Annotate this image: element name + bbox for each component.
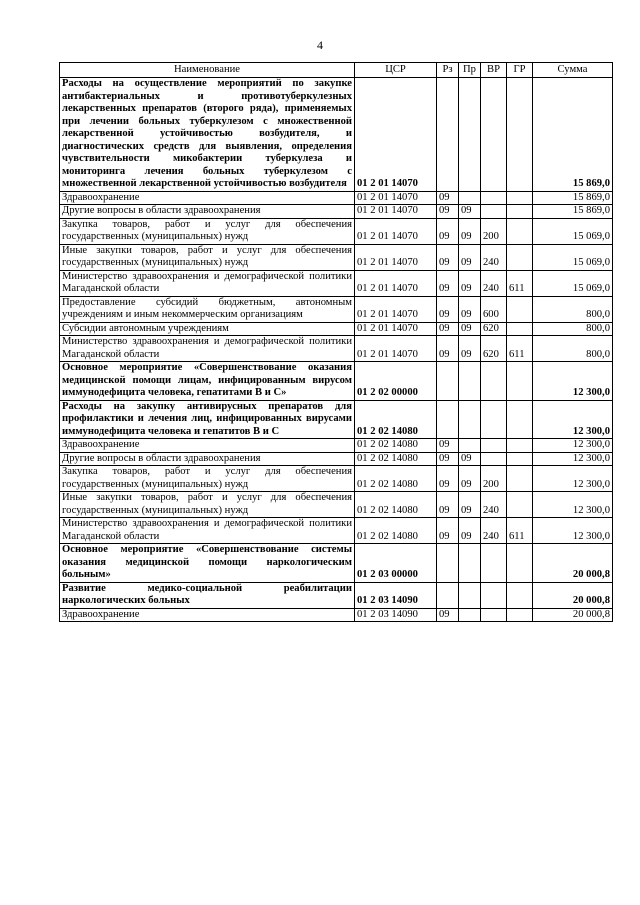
table-row bbox=[60, 205, 613, 219]
row-rz bbox=[437, 400, 459, 439]
row-csr: 01 2 02 14080 bbox=[355, 518, 437, 544]
row-pr: 09 bbox=[459, 322, 481, 336]
row-csr: 01 2 02 14080 bbox=[355, 452, 437, 466]
row-sum: 12 300,0 bbox=[533, 492, 613, 518]
table-row bbox=[60, 244, 613, 270]
row-vr: 240 bbox=[481, 244, 507, 270]
table-header-row bbox=[60, 63, 613, 78]
row-name: Основное мероприятие «Совершенствование системы оказания медицинской помощи наркологическим больным» bbox=[60, 544, 355, 583]
row-pr bbox=[459, 544, 481, 583]
row-name: Министерство здравоохранения и демографической политики Магаданской области bbox=[60, 336, 355, 362]
row-name: Иные закупки товаров, работ и услуг для обеспечения государственных (муниципальных) нужд bbox=[60, 492, 355, 518]
row-csr: 01 2 02 14080 bbox=[355, 400, 437, 439]
row-pr bbox=[459, 439, 481, 453]
row-sum: 800,0 bbox=[533, 296, 613, 322]
row-name: Расходы на закупку антивирусных препаратов для профилактики и лечения лиц, инфицированных вирусами иммунодефицита человека и гепатитов В и С bbox=[60, 400, 355, 439]
table-row bbox=[60, 439, 613, 453]
row-vr bbox=[481, 582, 507, 608]
row-pr: 09 bbox=[459, 205, 481, 219]
row-pr bbox=[459, 362, 481, 401]
row-rz: 09 bbox=[437, 336, 459, 362]
row-rz: 09 bbox=[437, 244, 459, 270]
row-rz: 09 bbox=[437, 439, 459, 453]
row-vr bbox=[481, 205, 507, 219]
row-rz: 09 bbox=[437, 492, 459, 518]
row-gr: 611 bbox=[507, 336, 533, 362]
row-sum: 15 069,0 bbox=[533, 244, 613, 270]
row-pr: 09 bbox=[459, 466, 481, 492]
row-name: Расходы на осуществление мероприятий по закупке антибактериальных и противотуберкулезных лекарственных препаратов (второго ряда), применяемых при лечении больных туберкулезом с множественной лекарственной устойчивостью возбудителя, и диагностических средств для выявления, определения чувствительности микобактерии туберкулеза и мониторинга лечения больных туберкулезом с множественной лекарственной устойчивостью возбудителя bbox=[60, 78, 355, 192]
row-name: Предоставление субсидий бюджетным, автономным учреждениям и иным некоммерческим организациям bbox=[60, 296, 355, 322]
row-pr: 09 bbox=[459, 452, 481, 466]
table-row bbox=[60, 400, 613, 439]
row-csr: 01 2 01 14070 bbox=[355, 205, 437, 219]
header-rz: Рз bbox=[437, 63, 459, 78]
row-sum: 12 300,0 bbox=[533, 362, 613, 401]
row-vr: 240 bbox=[481, 492, 507, 518]
row-pr: 09 bbox=[459, 218, 481, 244]
row-name: Основное мероприятие «Совершенствование оказания медицинской помощи лицам, инфицированным вирусом иммунодефицита человека, гепатитами В и С» bbox=[60, 362, 355, 401]
row-sum: 12 300,0 bbox=[533, 439, 613, 453]
header-gr: ГР bbox=[507, 63, 533, 78]
row-vr: 620 bbox=[481, 322, 507, 336]
table-row bbox=[60, 78, 613, 192]
row-sum: 800,0 bbox=[533, 336, 613, 362]
row-rz bbox=[437, 544, 459, 583]
table-row bbox=[60, 218, 613, 244]
row-vr bbox=[481, 400, 507, 439]
row-pr: 09 bbox=[459, 244, 481, 270]
row-rz: 09 bbox=[437, 296, 459, 322]
header-sum: Сумма bbox=[533, 63, 613, 78]
row-gr bbox=[507, 544, 533, 583]
row-sum: 15 869,0 bbox=[533, 205, 613, 219]
table-row bbox=[60, 518, 613, 544]
table-row bbox=[60, 466, 613, 492]
row-vr bbox=[481, 191, 507, 205]
row-vr: 240 bbox=[481, 270, 507, 296]
row-pr: 09 bbox=[459, 270, 481, 296]
row-rz: 09 bbox=[437, 322, 459, 336]
table-row bbox=[60, 544, 613, 583]
row-rz: 09 bbox=[437, 518, 459, 544]
table-row bbox=[60, 322, 613, 336]
row-csr: 01 2 02 00000 bbox=[355, 362, 437, 401]
row-pr bbox=[459, 191, 481, 205]
row-gr bbox=[507, 205, 533, 219]
row-csr: 01 2 03 14090 bbox=[355, 608, 437, 622]
row-name: Закупка товаров, работ и услуг для обеспечения государственных (муниципальных) нужд bbox=[60, 466, 355, 492]
row-gr bbox=[507, 244, 533, 270]
row-pr: 09 bbox=[459, 492, 481, 518]
row-vr: 240 bbox=[481, 518, 507, 544]
table-row bbox=[60, 270, 613, 296]
row-gr bbox=[507, 322, 533, 336]
header-csr: ЦСР bbox=[355, 63, 437, 78]
row-rz: 09 bbox=[437, 452, 459, 466]
table-row bbox=[60, 492, 613, 518]
row-csr: 01 2 02 14080 bbox=[355, 466, 437, 492]
row-csr: 01 2 01 14070 bbox=[355, 322, 437, 336]
row-sum: 20 000,8 bbox=[533, 608, 613, 622]
row-pr: 09 bbox=[459, 518, 481, 544]
row-gr bbox=[507, 582, 533, 608]
row-vr bbox=[481, 439, 507, 453]
table-row bbox=[60, 296, 613, 322]
row-vr: 600 bbox=[481, 296, 507, 322]
row-csr: 01 2 01 14070 bbox=[355, 296, 437, 322]
row-rz: 09 bbox=[437, 218, 459, 244]
table-row bbox=[60, 608, 613, 622]
header-pr: Пр bbox=[459, 63, 481, 78]
row-rz: 09 bbox=[437, 608, 459, 622]
row-vr bbox=[481, 608, 507, 622]
row-csr: 01 2 01 14070 bbox=[355, 191, 437, 205]
row-name: Министерство здравоохранения и демографической политики Магаданской области bbox=[60, 270, 355, 296]
row-name: Закупка товаров, работ и услуг для обеспечения государственных (муниципальных) нужд bbox=[60, 218, 355, 244]
row-gr bbox=[507, 452, 533, 466]
row-rz bbox=[437, 362, 459, 401]
row-sum: 12 300,0 bbox=[533, 400, 613, 439]
row-sum: 15 069,0 bbox=[533, 218, 613, 244]
row-vr bbox=[481, 544, 507, 583]
row-csr: 01 2 01 14070 bbox=[355, 218, 437, 244]
row-name: Здравоохранение bbox=[60, 608, 355, 622]
row-gr bbox=[507, 400, 533, 439]
row-gr bbox=[507, 78, 533, 192]
row-csr: 01 2 01 14070 bbox=[355, 78, 437, 192]
row-gr bbox=[507, 439, 533, 453]
row-name: Здравоохранение bbox=[60, 191, 355, 205]
row-csr: 01 2 01 14070 bbox=[355, 270, 437, 296]
row-gr bbox=[507, 608, 533, 622]
budget-table bbox=[59, 62, 613, 622]
row-sum: 12 300,0 bbox=[533, 452, 613, 466]
row-gr bbox=[507, 296, 533, 322]
row-pr bbox=[459, 400, 481, 439]
row-csr: 01 2 02 14080 bbox=[355, 492, 437, 518]
row-rz bbox=[437, 78, 459, 192]
row-gr bbox=[507, 466, 533, 492]
row-rz: 09 bbox=[437, 270, 459, 296]
row-name: Иные закупки товаров, работ и услуг для обеспечения государственных (муниципальных) нужд bbox=[60, 244, 355, 270]
row-vr: 200 bbox=[481, 466, 507, 492]
row-vr: 200 bbox=[481, 218, 507, 244]
row-pr bbox=[459, 78, 481, 192]
row-pr: 09 bbox=[459, 336, 481, 362]
row-csr: 01 2 02 14080 bbox=[355, 439, 437, 453]
row-gr: 611 bbox=[507, 518, 533, 544]
table-row bbox=[60, 191, 613, 205]
row-gr bbox=[507, 191, 533, 205]
row-name: Здравоохранение bbox=[60, 439, 355, 453]
row-csr: 01 2 03 14090 bbox=[355, 582, 437, 608]
row-sum: 800,0 bbox=[533, 322, 613, 336]
row-sum: 12 300,0 bbox=[533, 466, 613, 492]
row-pr: 09 bbox=[459, 296, 481, 322]
row-rz: 09 bbox=[437, 205, 459, 219]
row-sum: 12 300,0 bbox=[533, 518, 613, 544]
row-name: Другие вопросы в области здравоохранения bbox=[60, 205, 355, 219]
row-vr: 620 bbox=[481, 336, 507, 362]
row-gr bbox=[507, 218, 533, 244]
row-name: Развитие медико-социальной реабилитации наркологических больных bbox=[60, 582, 355, 608]
row-rz bbox=[437, 582, 459, 608]
row-pr bbox=[459, 582, 481, 608]
row-csr: 01 2 01 14070 bbox=[355, 244, 437, 270]
row-pr bbox=[459, 608, 481, 622]
row-name: Министерство здравоохранения и демографической политики Магаданской области bbox=[60, 518, 355, 544]
row-vr bbox=[481, 452, 507, 466]
row-gr: 611 bbox=[507, 270, 533, 296]
row-sum: 15 869,0 bbox=[533, 191, 613, 205]
header-vr: ВР bbox=[481, 63, 507, 78]
row-vr bbox=[481, 362, 507, 401]
table-row bbox=[60, 452, 613, 466]
table-row bbox=[60, 336, 613, 362]
row-name: Субсидии автономным учреждениям bbox=[60, 322, 355, 336]
row-sum: 20 000,8 bbox=[533, 544, 613, 583]
row-sum: 15 869,0 bbox=[533, 78, 613, 192]
header-name: Наименование bbox=[60, 63, 355, 78]
row-rz: 09 bbox=[437, 466, 459, 492]
row-gr bbox=[507, 492, 533, 518]
row-csr: 01 2 01 14070 bbox=[355, 336, 437, 362]
row-sum: 15 069,0 bbox=[533, 270, 613, 296]
table-row bbox=[60, 362, 613, 401]
row-rz: 09 bbox=[437, 191, 459, 205]
row-gr bbox=[507, 362, 533, 401]
row-sum: 20 000,8 bbox=[533, 582, 613, 608]
row-vr bbox=[481, 78, 507, 192]
row-name: Другие вопросы в области здравоохранения bbox=[60, 452, 355, 466]
page-number: 4 bbox=[317, 38, 323, 52]
row-csr: 01 2 03 00000 bbox=[355, 544, 437, 583]
table-row bbox=[60, 582, 613, 608]
